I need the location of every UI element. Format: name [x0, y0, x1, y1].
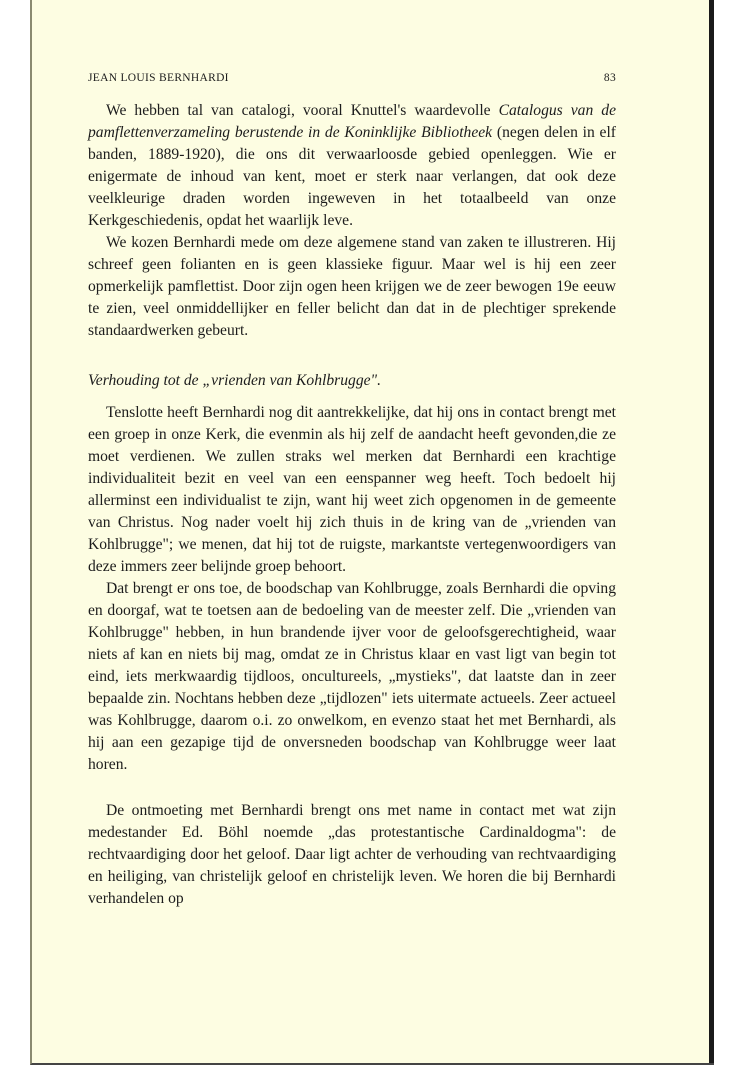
page-number: 83	[603, 72, 616, 84]
paragraph-text: We hebben tal van catalogi, vooral Knuttel's waardevolle	[106, 102, 499, 119]
running-head: JEAN LOUIS BERNHARDI	[88, 72, 229, 84]
paragraph-bernhardi: We kozen Bernhardi mede om deze algemene stand van zaken te illustreren. Hij schreef geen folianten en is geen klassieke figuur. Maar wel is hij een zeer opmerkelijk pamflettist. Door zijn ogen heen krijgen we de zeer bewogen 19e eeuw te zien, veel onmiddellijker en feller belicht dan dat in de plechtiger sprekende standaardwerken gebeurt.	[88, 234, 616, 339]
paragraph-catalogi	[88, 100, 616, 232]
catalogue-title: Catalogus van de pamflettenverzameling berustende in de Koninklijke Bibliotheek	[88, 102, 616, 141]
page-body	[88, 100, 616, 910]
section-heading: Verhouding tot de „vrienden van Kohlbrugge".	[88, 372, 381, 389]
paragraph-ontmoeting: De ontmoeting met Bernhardi brengt ons met name in contact met wat zijn medestander Ed. Böhl noemde „das protestantische Cardinaldogma": de rechtvaardiging door het geloof. Daar ligt achter de verhouding van rechtvaardiging en heiliging, van christelijk geloof en christelijk leven. We horen die bij Bernhardi verhandelen op	[88, 802, 616, 907]
paragraph-text: (negen delen in elf banden, 1889-1920), die ons dit verwaarloosde gebied openleggen. Wie er enigermate de inhoud van kent, moet er sterk naar verlangen, dat ook deze veelkleurige draden worden ingeweven in het totaalbeeld van onze Kerkgeschiedenis, opdat het waarlijk leve.	[88, 124, 616, 229]
book-page	[30, 0, 714, 1065]
paragraph-tenslotte: Tenslotte heeft Bernhardi nog dit aantrekkelijke, dat hij ons in contact brengt met een groep in onze Kerk, die evenmin als hij zelf de aandacht heeft gevonden,die ze moet verdienen. We zullen straks wel merken dat Bernhardi een krachtige individualiteit bezit en veel van een eenspanner weg heeft. Toch bedoelt hij allerminst een individualist te zijn, want hij weet zich opgenomen in de gemeente van Christus. Nog nader voelt hij zich thuis in de kring van de „vrienden van Kohlbrugge"; we menen, dat hij tot de ruigste, markantste vertegenwoordigers van deze immers zeer belijnde groep behoort.	[88, 404, 616, 575]
paragraph-boodschap: Dat brengt er ons toe, de boodschap van Kohlbrugge, zoals Bernhardi die opving en doorgaf, wat te toetsen aan de bedoeling van de meester zelf. Die „vrienden van Kohlbrugge" hebben, in hun brandende ijver voor de geloofsgerechtigheid, waar niets af kan en niets bij mag, omdat ze in Christus klaar en vast ligt van begin tot eind, iets merkwaardig tijdloos, oncultureels, „mystieks", dat laatste dan in zeer bepaalde zin. Nochtans hebben deze „tijdlozen" iets uitermate actueels. Zeer actueel was Kohlbrugge, daarom o.i. zo onwelkom, en evenzo staat het met Bernhardi, als hij aan een gezapige tijd de onversneden boodschap van Kohlbrugge weer laat horen.	[88, 580, 616, 773]
page-header	[88, 72, 616, 88]
